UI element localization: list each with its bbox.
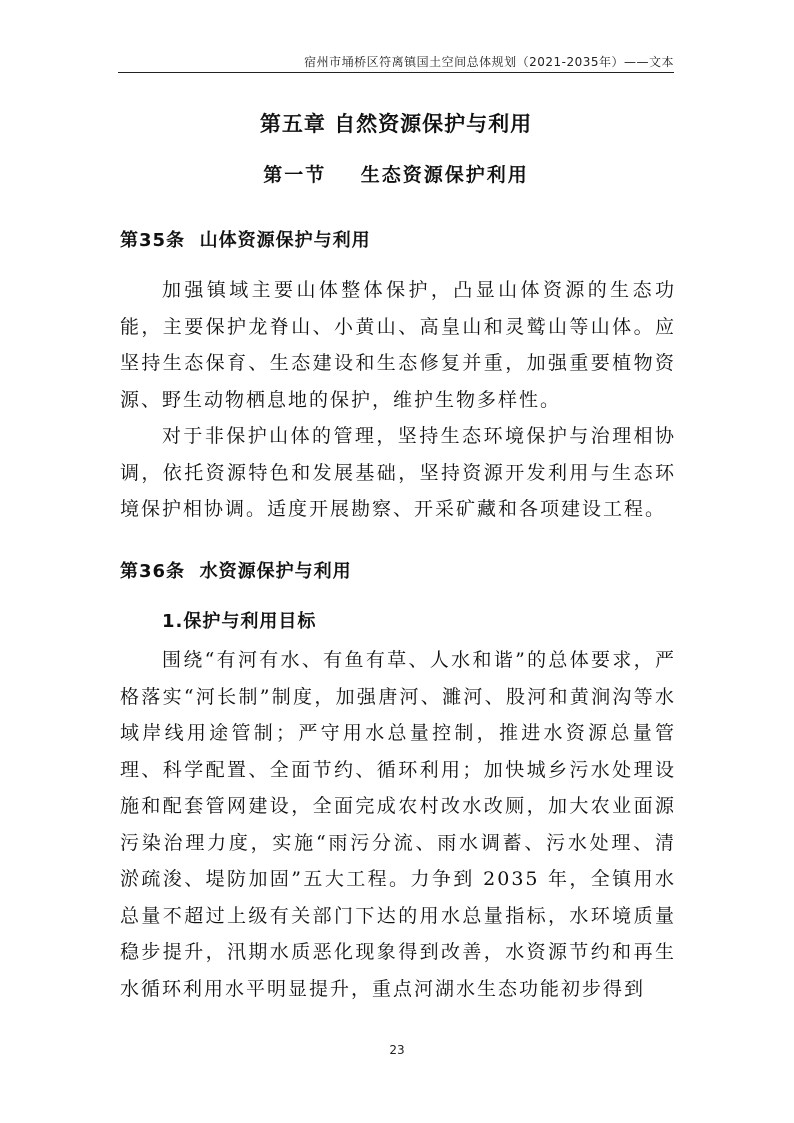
header-rule <box>118 72 674 73</box>
article-36-paragraph-1: 围绕“有河有水、有鱼有草、人水和谐”的总体要求，严格落实“河长制”制度，加强唐河、濉河、股河和黄涧沟等水域岸线用途管制；严守用水总量控制，推进水资源总量管理、科学配置、全面节约、循环利用；加快城乡污水处理设施和配套管网建设，全面完成农村改水改厕，加大农业面源污染治理力度，实施“雨污分流、雨水调蓄、污水处理、清淤疏浚、堤防加固”五大工程。力争到 2035 年，全镇用水总量不超过上级有关部门下达的用水总量指标，水环境质量稳步提升，汛期水质恶化现象得到改善，水资源节约和再生水循环利用水平明显提升，重点河湖水生态功能初步得到 <box>120 649 676 1000</box>
article-35-title: 第35条 山体资源保护与利用 <box>120 230 371 251</box>
page-number: 23 <box>389 1043 405 1057</box>
article-35-paragraph-2: 对于非保护山体的管理，坚持生态环境保护与治理相协调，依托资源特色和发展基础，坚持资源开发利用与生态环境保护相协调。适度开展勘察、开采矿藏和各项建设工程。 <box>120 425 676 520</box>
article-36-subheading: 1.保护与利用目标 <box>162 611 317 632</box>
article-35-paragraph-1: 加强镇域主要山体整体保护，凸显山体资源的生态功能，主要保护龙脊山、小黄山、高皇山和灵鹫山等山体。应坚持生态保育、生态建设和生态修复并重，加强重要植物资源、野生动物栖息地的保护，维护生物多样性。 <box>120 279 676 411</box>
article-36-title: 第36条 水资源保护与利用 <box>120 561 352 582</box>
section-title: 第一节 生态资源保护利用 <box>263 164 529 186</box>
running-header: 宿州市埇桥区符离镇国土空间总体规划（2021-2035年）——文本 <box>304 55 674 69</box>
chapter-title: 第五章 自然资源保护与利用 <box>259 112 533 136</box>
